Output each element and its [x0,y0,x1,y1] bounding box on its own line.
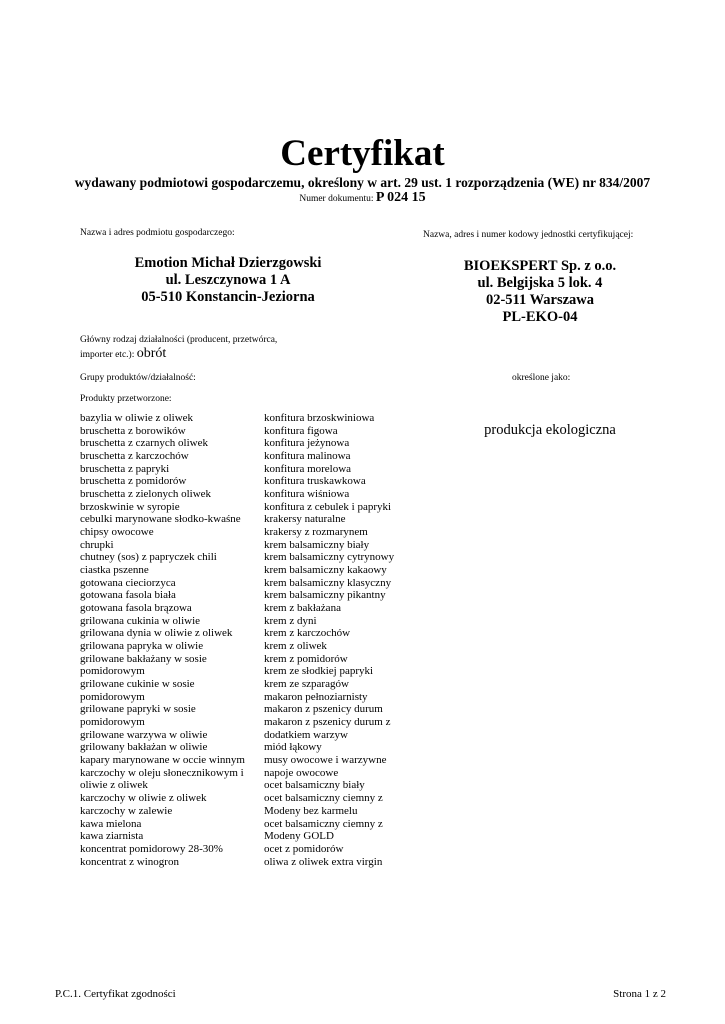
product-item: bruschetta z czarnych oliwek [80,437,208,450]
certifier-city: 02-511 Warszawa [485,292,595,308]
product-item: krem balsamiczny kakaowy [264,564,387,577]
groups-label: Grupy produktów/działalność: [80,373,196,383]
product-item: chutney (sos) z papryczek chili [80,551,217,564]
product-item: ocet balsamiczny biały [264,779,365,792]
products-list-column-2 [264,412,424,868]
product-item: krem ze słodkiej papryki [264,665,374,678]
footer-page-number: Strona 1 z 2 [613,988,666,1000]
product-item: ocet balsamiczny ciemny z [264,792,383,805]
certifier-name: BIOEKSPERT Sp. z o.o. [463,258,617,274]
product-item: grilowane cukinie w sosie [80,678,195,691]
product-item: napoje owocowe [264,766,339,779]
product-item: krem balsamiczny biały [264,538,370,551]
product-item: koncentrat pomidorowy 28-30% [80,842,223,855]
product-item: konfitura morelowa [264,462,352,475]
product-item: kawa ziarnista [80,830,144,843]
product-item: kawa mielona [80,817,142,830]
products-list-column-1 [80,412,260,868]
product-item: konfitura wiśniowa [264,488,350,501]
product-item: gotowana fasola biała [80,589,176,602]
product-item: krem z bakłażana [264,602,341,615]
certifier-label: Nazwa, adres i numer kodowy jednostki certyfikującej: [423,230,634,240]
defined-as-label: określone jako: [512,373,571,383]
product-item: pomidorowym [80,690,145,703]
product-item: oliwa z oliwek extra virgin [264,855,383,868]
product-item: dodatkiem warzyw [264,728,348,741]
product-item: krem z karczochów [264,627,351,640]
certifier-street: ul. Belgijska 5 lok. 4 [477,275,603,291]
product-item: makaron pełnoziarnisty [264,690,368,703]
footer-document-name: P.C.1. Certyfikat zgodności [55,988,176,1000]
product-item: konfitura figowa [264,424,338,437]
activity-value: obrót [136,346,167,361]
certificate-title: Certyfikat [280,133,445,174]
product-item: Modeny GOLD [264,830,334,843]
product-item: pomidorowym [80,716,145,729]
activity-label-line2: importer etc.): [80,350,135,360]
product-item: konfitura brzoskwiniowa [264,412,375,424]
activity-label-line1: Główny rodzaj działalności (producent, przetwórca, [80,335,278,345]
holder-label: Nazwa i adres podmiotu gospodarczego: [80,228,235,238]
product-item: krem balsamiczny klasyczny [264,576,392,589]
product-item: Modeny bez karmelu [264,804,358,817]
product-item: bruschetta z karczochów [80,450,189,463]
product-item: cebulki marynowane słodko-kwaśne [80,513,241,526]
certifier-code: PL-EKO-04 [502,309,578,325]
product-item: grilowana papryka w oliwie [80,640,204,653]
product-item: bruschetta z zielonych oliwek [80,488,212,501]
holder-city: 05-510 Konstancin-Jeziorna [141,289,315,305]
product-item: krem z oliwek [264,640,327,653]
processed-products-label: Produkty przetworzone: [80,394,172,404]
main-activity [80,333,310,362]
document-number-label: Numer dokumentu: [299,194,374,204]
product-item: bruschetta z papryki [80,462,170,475]
product-item: bruschetta z borowików [80,424,186,437]
product-item: gotowana fasola brązowa [80,602,192,615]
product-item: krakersy z rozmarynem [264,526,368,539]
document-number [0,190,725,207]
product-item: grilowana dynia w oliwie z oliwek [80,627,233,640]
product-item: pomidorowym [80,665,145,678]
product-item: krem balsamiczny pikantny [264,589,386,602]
product-item: koncentrat z winogron [80,855,179,868]
product-item: makaron z pszenicy durum [264,703,383,716]
product-item: konfitura malinowa [264,450,351,463]
product-item: kapary marynowane w occie winnym [80,754,245,767]
product-item: chrupki [80,538,114,551]
product-item: krem z dyni [264,614,317,627]
product-item: bazylia w oliwie z oliwek [80,412,194,424]
holder-street: ul. Leszczynowa 1 A [165,272,291,288]
product-item: krem ze szparagów [264,678,349,691]
product-item: chipsy owocowe [80,526,154,539]
holder-address [80,255,376,306]
product-item: krem z pomidorów [264,652,348,665]
product-item: grilowany bakłażan w oliwie [80,741,208,754]
product-item: karczochy w oleju słonecznikowym i [80,766,244,779]
product-item: ciastka pszenne [80,564,149,577]
product-item: brzoskwinie w syropie [80,500,180,513]
product-item: ocet balsamiczny ciemny z [264,817,383,830]
product-item: grilowane papryki w sosie [80,703,196,716]
document-number-value: P 024 15 [375,190,426,205]
product-item: krakersy naturalne [264,513,346,526]
product-item: bruschetta z pomidorów [80,475,187,488]
product-item: karczochy w oliwie z oliwek [80,792,207,805]
product-item: grilowane warzywa w oliwie [80,728,208,741]
product-item: krem balsamiczny cytrynowy [264,551,395,564]
product-item: musy owocowe i warzywne [264,754,387,767]
certificate-subtitle: wydawany podmiotowi gospodarczemu, określony w art. 29 ust. 1 rozporządzenia (WE) nr 834/2007 [74,175,651,190]
certifier-address [420,258,660,326]
production-type: produkcja ekologiczna [484,422,616,438]
product-item: miód łąkowy [264,741,322,754]
product-item: gotowana cieciorzyca [80,576,176,589]
product-item: konfitura truskawkowa [264,475,366,488]
product-item: konfitura jeżynowa [264,437,350,450]
product-item: oliwie z oliwek [80,779,148,792]
product-item: makaron z pszenicy durum z [264,716,391,729]
product-item: grilowana cukinia w oliwie [80,614,201,627]
product-item: konfitura z cebulek i papryki [264,500,392,513]
product-item: ocet z pomidorów [264,842,344,855]
product-item: karczochy w zalewie [80,804,173,817]
holder-name: Emotion Michał Dzierzgowski [134,255,322,271]
product-item: grilowane bakłażany w sosie [80,652,207,665]
